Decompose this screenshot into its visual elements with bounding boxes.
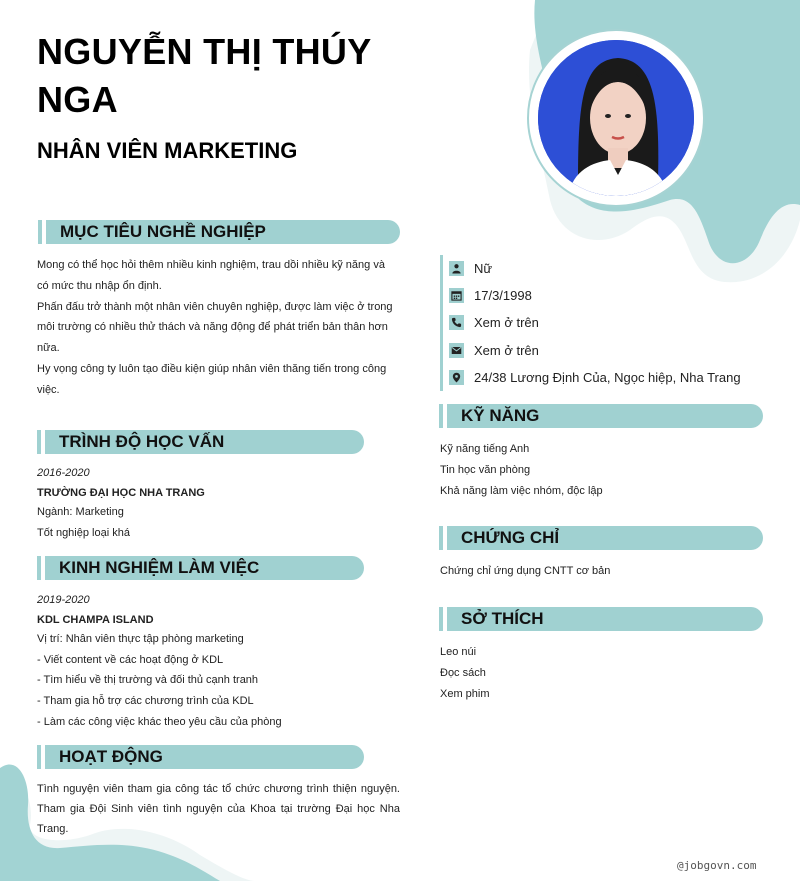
section-heading-hobbies: SỞ THÍCH: [447, 607, 763, 631]
education-block: [37, 463, 397, 543]
section-heading-education: TRÌNH ĐỘ HỌC VẤN: [45, 430, 364, 454]
calendar-icon: [449, 288, 464, 303]
section-heading-skills: KỸ NĂNG: [447, 404, 763, 428]
contact-phone: [449, 309, 741, 336]
certificates-list: [440, 561, 770, 582]
watermark: @jobgovn.com: [677, 859, 757, 872]
phone-icon: [449, 315, 464, 330]
contact-info: [440, 255, 741, 391]
job-title: NHÂN VIÊN MARKETING: [37, 138, 298, 163]
experience-line: - Tham gia hỗ trợ các chương trình của KDL: [37, 695, 254, 708]
candidate-name: NGUYỄN THỊ THÚY NGA: [37, 31, 371, 120]
objective-paragraph: Mong có thể học hỏi thêm nhiều kinh nghiệm, trau dồi nhiều kỹ năng và có mức thu nhập ổn định.: [37, 259, 385, 292]
section-heading-activities: HOẠT ĐỘNG: [45, 745, 364, 769]
contact-email: [449, 337, 741, 364]
profile-photo-frame: [527, 29, 705, 207]
mail-icon: [449, 343, 464, 358]
experience-line: - Tìm hiểu về thị trường và đối thủ cạnh tranh: [37, 674, 259, 687]
contact-birthday: [449, 282, 741, 309]
education-major: Ngành: Marketing: [37, 505, 124, 518]
hobby-item: Xem phim: [440, 687, 490, 700]
certificate-item: Chứng chỉ ứng dụng CNTT cơ bản: [440, 565, 611, 577]
objective-paragraph: Hy vọng công ty luôn tạo điều kiện giúp nhân viên thăng tiến trong công việc.: [37, 362, 387, 396]
birthday-value: 17/3/1998: [474, 288, 532, 304]
activities-text: Tình nguyện viên tham gia công tác tổ chức chương trình thiện nguyện. Tham gia Đội Sinh viên tình nguyện của Khoa tại trường Đại học Nha Trang.: [37, 783, 400, 835]
education-result: Tốt nghiệp loại khá: [37, 526, 130, 539]
person-icon: [449, 261, 464, 276]
company-name: KDL CHAMPA ISLAND: [37, 613, 154, 626]
experience-line: Vị trí: Nhân viên thực tập phòng marketing: [37, 632, 244, 645]
skill-item: Tin học văn phòng: [440, 463, 531, 476]
school-name: TRƯỜNG ĐẠI HỌC NHA TRANG: [37, 486, 205, 499]
experience-line: - Viết content về các hoạt động ở KDL: [37, 653, 224, 666]
skills-list: [440, 439, 770, 501]
section-heading-career-objective: MỤC TIÊU NGHỀ NGHIỆP: [46, 220, 400, 244]
email-value: Xem ở trên: [474, 342, 539, 358]
profile-photo: [538, 40, 694, 196]
address-value: 24/38 Lương Định Của, Ngọc hiệp, Nha Trang: [474, 369, 741, 385]
section-heading-certificates: CHỨNG CHỈ: [447, 526, 763, 550]
skill-item: Khả năng làm việc nhóm, độc lập: [440, 484, 603, 497]
skill-item: Kỹ năng tiếng Anh: [440, 443, 530, 455]
gender-value: Nữ: [474, 261, 493, 277]
section-heading-experience: KINH NGHIỆM LÀM VIỆC: [45, 556, 364, 580]
contact-gender: [449, 255, 741, 282]
experience-period: 2019-2020: [37, 594, 90, 606]
experience-block: [37, 590, 397, 733]
hobby-item: Đọc sách: [440, 666, 486, 679]
contact-address: [449, 364, 741, 391]
hobby-item: Leo núi: [440, 646, 477, 658]
hobbies-list: [440, 642, 770, 704]
objective-paragraph: Phấn đấu trở thành một nhân viên chuyên nghiệp, được làm việc ở trong môi trường có nhiều thử thách và năng động để phát triển bản thân hơn nữa.: [37, 300, 393, 355]
phone-value: Xem ở trên: [474, 315, 539, 331]
education-period: 2016-2020: [37, 467, 90, 479]
career-objective-text: [37, 255, 397, 401]
location-icon: [449, 370, 464, 385]
experience-line: - Làm các công việc khác theo yêu cầu của phòng: [37, 715, 282, 728]
